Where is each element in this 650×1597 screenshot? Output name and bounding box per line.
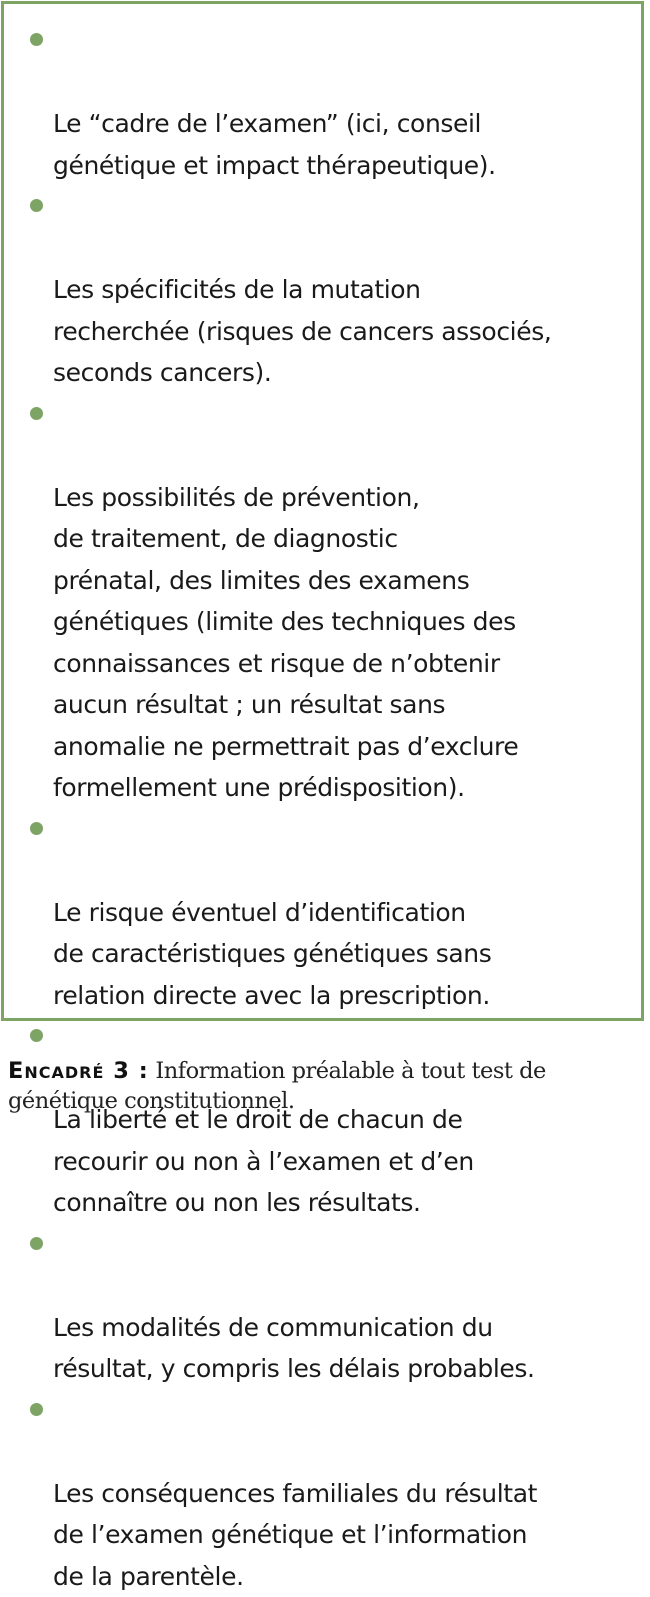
list-item [29, 1224, 629, 1390]
list-item-text: La liberté et le droit de chacun de recourir ou non à l’examen et d’en connaître ou non les résultats. [53, 1105, 474, 1217]
list-item-text: Les conséquences familiales du résultat de l’examen génétique et l’information de la parentèle. [53, 1479, 537, 1591]
list-item-text: Les modalités de communication du résultat, y compris les délais probables. [53, 1313, 535, 1384]
list-item [29, 1016, 629, 1224]
figure-caption [8, 1056, 648, 1116]
bullet-icon [30, 1237, 43, 1250]
list-item-text: Les spécificités de la mutation recherchée (risques de cancers associés, seconds cancers). [53, 275, 551, 387]
caption-text: Information préalable à tout test de génétique constitutionnel. [8, 1058, 546, 1114]
bullet-icon [30, 33, 43, 46]
bullet-icon [30, 1403, 43, 1416]
bullet-icon [30, 407, 43, 420]
list-item-text: Les possibilités de prévention, de traitement, de diagnostic prénatal, des limites des examens génétiques (limite des techniques des connaissances et risque de n’obtenir aucun résultat ; un résultat sans anomalie ne permettrait pas d’exclure formellement une prédisposition). [53, 483, 518, 803]
list-item-text: Le risque éventuel d’identification de caractéristiques génétiques sans relation directe avec la prescription. [53, 898, 491, 1010]
list-item [29, 186, 629, 394]
bullet-list [29, 20, 629, 1597]
list-item [29, 394, 629, 809]
caption-label: Encadré 3 : [8, 1058, 149, 1084]
bullet-icon [30, 199, 43, 212]
list-item [29, 809, 629, 1017]
list-item [29, 20, 629, 186]
bullet-icon [30, 822, 43, 835]
bullet-icon [30, 1029, 43, 1042]
info-box [1, 1, 644, 1021]
list-item [29, 1390, 629, 1597]
list-item-text: Le “cadre de l’examen” (ici, conseil génétique et impact thérapeutique). [53, 109, 496, 180]
